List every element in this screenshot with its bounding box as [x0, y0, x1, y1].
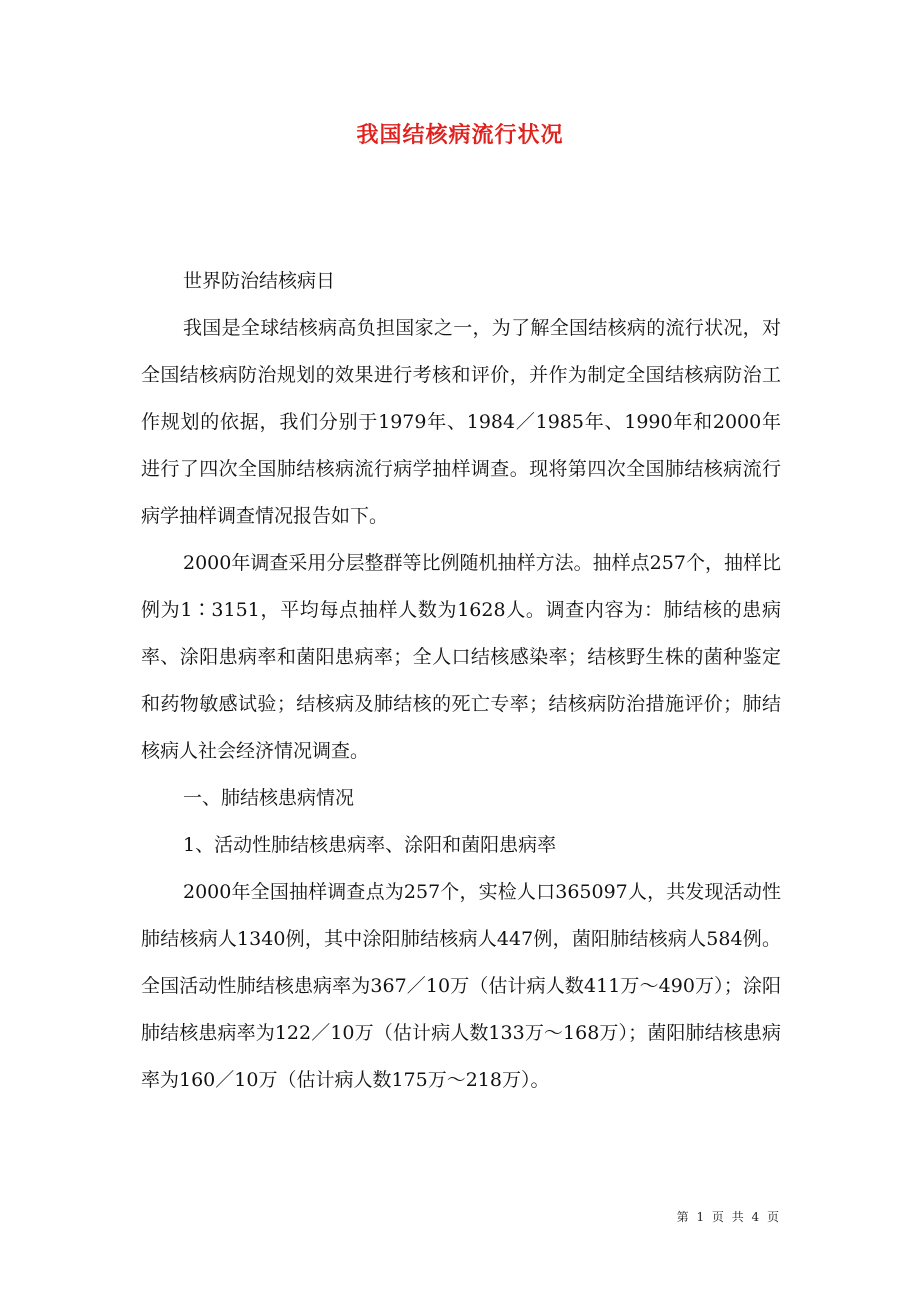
paragraph-survey-method: 2000年调查采用分层整群等比例随机抽样方法。抽样点257个，抽样比例为1∶3151，平均每点抽样人数为1628人。调查内容为：肺结核的患病率、涂阳患病率和菌阳患病率；全人口结核感染率；结核野生株的菌种鉴定和药物敏感试验；结核病及肺结核的死亡专率；结核病防治措施评价；肺结核病人社会经济情况调查。	[141, 552, 781, 762]
subsection-heading-active-prevalence: 1、活动性肺结核患病率、涂阳和菌阳患病率	[183, 834, 557, 856]
paragraph-prevalence-results: 2000年全国抽样调查点为257个，实检人口365097人，共发现活动性肺结核病人1340例，其中涂阳肺结核病人447例，菌阳肺结核病人584例。全国活动性肺结核患病率为367／10万（估计病人数411万～490万）；涂阳肺结核患病率为122／10万（估计病人数133万～168万）；菌阳肺结核患病率为160／10万（估计病人数175万～218万）。	[141, 881, 781, 1091]
paragraph-heading-world-tb-day: 世界防治结核病日	[183, 270, 336, 292]
page-number-footer: 第 1 页 共 4 页	[676, 1210, 781, 1224]
document-body	[141, 258, 781, 1104]
section-heading-prevalence: 一、肺结核患病情况	[183, 787, 355, 809]
document-title: 我国结核病流行状况	[356, 122, 564, 148]
paragraph-introduction: 我国是全球结核病高负担国家之一，为了解全国结核病的流行状况，对全国结核病防治规划的效果进行考核和评价，并作为制定全国结核病防治工作规划的依据，我们分别于1979年、1984／1985年、1990年和2000年进行了四次全国肺结核病流行病学抽样调查。现将第四次全国肺结核病流行病学抽样调查情况报告如下。	[141, 317, 781, 527]
